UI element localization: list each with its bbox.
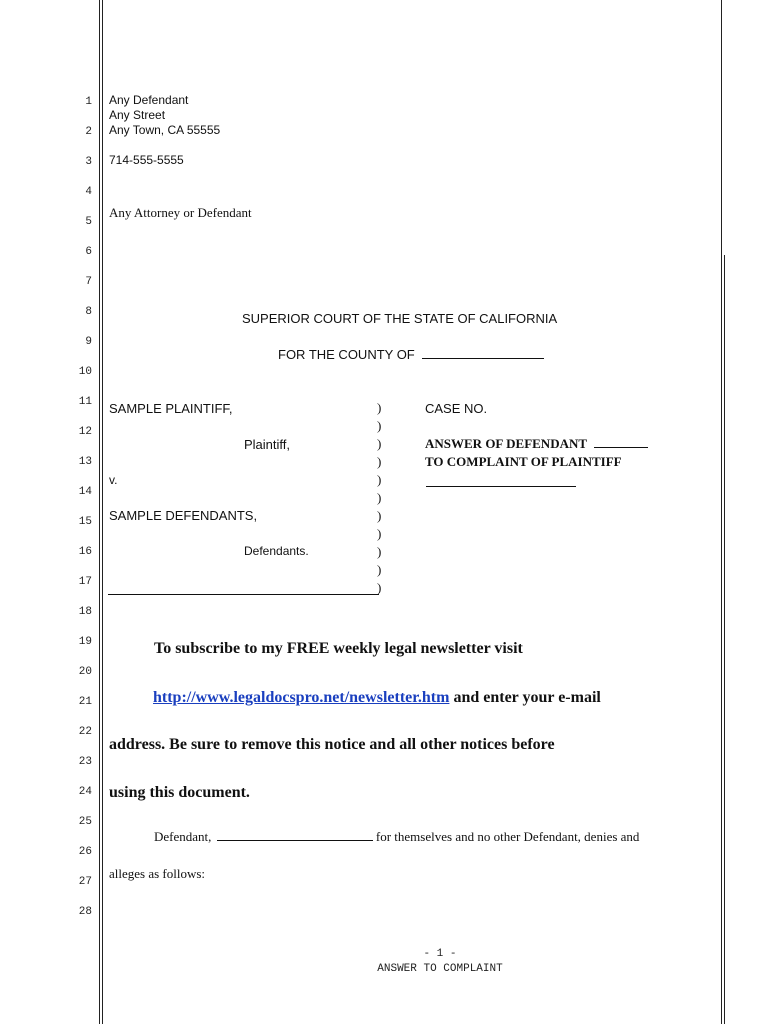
left-margin-rule-inner [102,0,103,1024]
line-number: 22 [78,726,92,738]
caption-paren: ) [377,544,382,559]
county-line [278,347,544,362]
caption-paren: ) [377,472,382,487]
caption-paren: ) [377,580,382,595]
line-number: 23 [78,756,92,768]
line-number: 26 [78,846,92,858]
court-name: SUPERIOR COURT OF THE STATE OF CALIFORNIA [242,311,558,326]
caption-paren: ) [377,400,382,415]
line-number: 15 [78,516,92,528]
right-margin-rule-outer [724,255,725,1024]
plaintiff-role: Plaintiff, [244,437,291,452]
plaintiff-blank [426,486,576,487]
page-number: - 1 - [423,948,457,960]
footer-title: ANSWER TO COMPLAINT [377,963,503,975]
line-number: 28 [78,906,92,918]
county-blank [422,358,544,359]
line-number: 1 [85,96,92,108]
body-line1 [154,829,639,845]
notice-line1: To subscribe to my FREE weekly legal newsletter visit [154,640,523,657]
line-number: 2 [85,126,92,138]
body-line2: alleges as follows: [109,866,206,881]
doc-title-line1 [425,436,648,452]
line-number: 21 [78,696,92,708]
attorney-name: Any Defendant [109,93,189,107]
doc-title-line1-text: ANSWER OF DEFENDANT [425,436,587,451]
left-margin-rule [99,0,100,1024]
right-margin-rule [721,0,722,1024]
notice-line4: using this document. [109,784,250,801]
plaintiff-name: SAMPLE PLAINTIFF, [109,401,233,416]
line-number: 12 [78,426,92,438]
notice-line2-rest: and enter your e-mail [449,689,601,706]
line-number: 16 [78,546,92,558]
notice-line2 [153,689,601,707]
line-number: 13 [78,456,92,468]
caption-paren: ) [377,418,382,433]
caption-paren: ) [377,508,382,523]
caption-paren: ) [377,526,382,541]
line-number: 14 [78,486,92,498]
line-number: 25 [78,816,92,828]
line-number: 3 [85,156,92,168]
line-number: 19 [78,636,92,648]
defendant-name-blank [217,840,373,841]
line-number: 27 [78,876,92,888]
line-number: 6 [85,246,92,258]
caption-paren: ) [377,454,382,469]
caption-bottom-line [108,594,379,595]
attorney-phone: 714-555-5555 [109,153,184,167]
caption-paren: ) [377,436,382,451]
notice-line3: address. Be sure to remove this notice and all other notices before [109,736,555,753]
caption-paren: ) [377,490,382,505]
line-number: 18 [78,606,92,618]
line-number: 11 [78,396,92,408]
defendant-blank [594,447,648,448]
attorney-street: Any Street [109,108,166,122]
versus: v. [109,473,118,487]
line-number: 17 [78,576,92,588]
line-number: 9 [85,336,92,348]
defendants-role: Defendants. [244,544,309,558]
line-number: 7 [85,276,92,288]
body-line1-rest: for themselves and no other Defendant, denies and [372,829,640,844]
line-number: 20 [78,666,92,678]
county-label: FOR THE COUNTY OF [278,347,415,362]
newsletter-link[interactable]: http://www.legaldocspro.net/newsletter.htm [153,689,450,706]
line-number: 24 [78,786,92,798]
defendants-name: SAMPLE DEFENDANTS, [109,508,258,523]
case-no-label: CASE NO. [425,401,488,416]
line-number: 4 [85,186,92,198]
attorney-city: Any Town, CA 55555 [109,123,221,137]
doc-title-line2: TO COMPLAINT OF PLAINTIFF [425,454,622,469]
line-number: 8 [85,306,92,318]
body-defendant-label: Defendant, [154,829,212,844]
attorney-role: Any Attorney or Defendant [109,205,252,220]
line-number: 10 [78,366,92,378]
line-number: 5 [85,216,92,228]
caption-paren: ) [377,562,382,577]
